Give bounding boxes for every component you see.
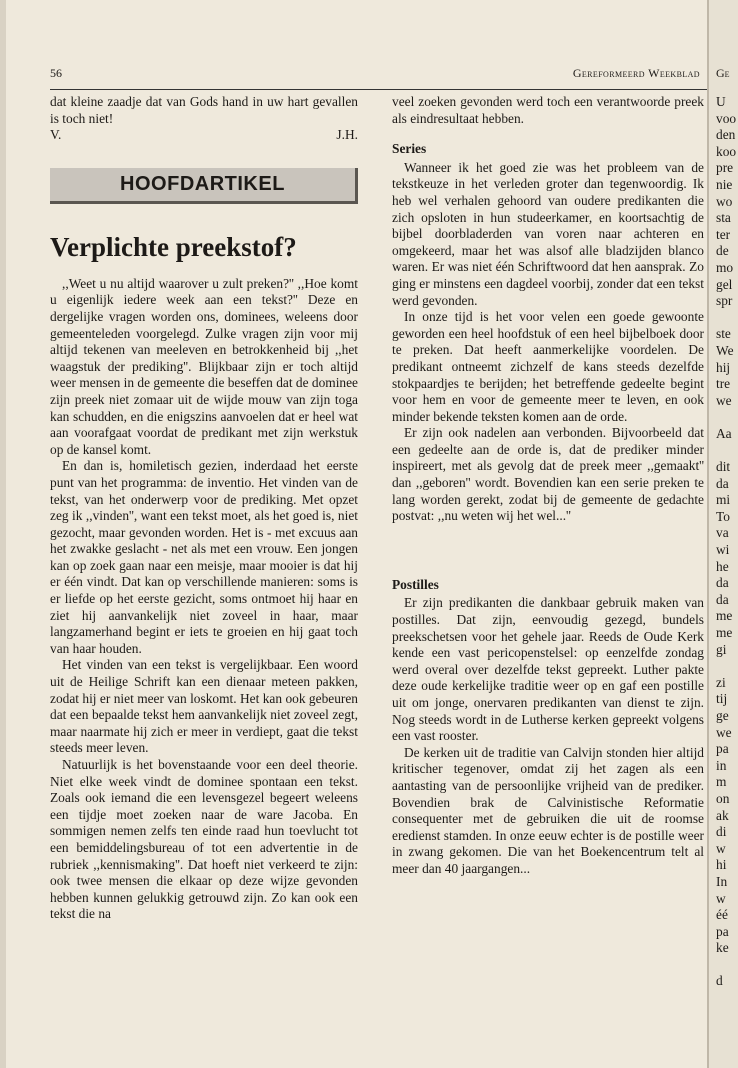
next-page-header: Ge (716, 66, 730, 80)
subheading-postilles: Postilles (392, 576, 439, 592)
cut-line: Aa (716, 425, 732, 441)
cut-line: pa (716, 923, 729, 939)
paper-edge (0, 0, 6, 1068)
cut-line: va (716, 525, 729, 541)
paragraph: Er zijn predikanten die dankbaar gebruik maken van postilles. Dat zijn, eenvoudig gezegd, bundels preekschetsen voor het gehele jaar. Reeds de Oude Kerk kende een vast pericopenstelsel: op eenzelfde zondag werd overal over dezelfde tekst gepreekt. Luther pakte deze oude kerkelijke traditie weer op en gaf een postille uit om jonge, onervaren predikanten van dienst te zijn. Nog steeds wordt in de Lutherse kerken gepreekt volgens een vast rooster. (392, 595, 704, 744)
running-header: Gereformeerd Weekblad (572, 66, 700, 80)
cut-line: ter (716, 226, 731, 242)
cut-line: zi (716, 674, 726, 690)
cut-line: we (716, 392, 732, 408)
signature-right: J.H. (336, 127, 358, 143)
cut-line: m (716, 774, 727, 790)
column-next-page-cut (716, 94, 738, 990)
cut-line: To (716, 508, 730, 524)
cut-line: d (716, 973, 723, 989)
cut-line: tij (716, 691, 728, 707)
paragraph: ,,Weet u nu altijd waarover u zult preken?'' ,,Hoe komt u eigenlijk iedere week aan een tekst?'' Deze en dergelijke vragen worden ons, dominees, weleens door gemeenteleden voorgelegd. Zulke vragen zijn voor mij altijd tekenen van meeleven en betrokkenheid bij ,,het waagstuk der prediking''. Blijkbaar zijn er toch altijd weer mensen in de gemeente die beseffen dat de dominee zijn preek niet zomaar uit de wijde mouw van zijn toga kan schudden, en die enigszins aanvoelen dat er heel wat aan voorafgaat voordat de predikant met zijn werkstuk op de kansel komt. (50, 275, 358, 457)
cut-line: nie (716, 176, 733, 192)
cut-line: sta (716, 210, 731, 226)
cut-line: gi (716, 641, 727, 657)
cut-line: he (716, 558, 729, 574)
cut-line: we (716, 724, 732, 740)
header-rule (50, 89, 707, 90)
paragraph: Het vinden van een tekst is vergelijkbaar. Een woord uit de Heilige Schrift kan een dienaar meteen pakken, zodat hij er niet meer van loskomt. Het kan ook gebeuren dat een bepaalde tekst hem aanvankelijk niet zoveel zegt, maar naarmate hij zich er meer in verdiept, gaat die tekst steeds meer leven. (50, 657, 358, 756)
cut-line: spr (716, 293, 733, 309)
cut-line: wi (716, 542, 730, 558)
cut-line: de (716, 243, 729, 259)
cut-line: voo (716, 110, 737, 126)
cut-line: ge (716, 707, 729, 723)
article-title: Verplichte preekstof? (50, 231, 297, 262)
cut-line (716, 957, 738, 974)
cut-line: me (716, 625, 733, 640)
paragraph: Natuurlijk is het bovenstaande voor een deel theorie. Niet elke week vindt de dominee spontaan een tekst. Zoals ook iemand die een levensgezel begeert weleens een tijdje moet zoeken naar de ware Jacoba. En sommigen nemen zelfs ten einde raad hun toevlucht tot een bemiddelingsbureau of tot een advertentie in de rubriek ,,kennismaking''. Dat hoeft niet verkeerd te zijn: ook twee mensen die elkaar op deze wijze gevonden hebben kunnen gelukkig getrouwd zijn. Zo kan ook een tekst die na (50, 757, 358, 922)
cut-line: dit (716, 459, 731, 475)
column-left (50, 94, 358, 923)
cut-line: pre (716, 160, 734, 176)
cut-line: pa (716, 741, 729, 757)
signature-left: V. (50, 127, 62, 143)
paragraph: In onze tijd is het voor velen een goede gewoonte geworden een heel hoofdstuk of een heel bijbelboek door te preken. Dat heeft aanmerkelijke voordelen. De predikant ontneemt zichzelf de kans steeds dezelfde stokpaardjes te berijden; het betreffende gedeelte begint voor hem en voor de gemeente meer te leven, en ook minder bekende teksten komen aan de orde. (392, 309, 704, 424)
signature-line (50, 127, 358, 144)
paragraph: Wanneer ik het goed zie was het probleem van de tekstkeuze in het verleden groter dan tegenwoordig. Ik heb wel verhalen gehoord van oudere predikanten die zich opsloten in hun studeerkamer, en koortsachtig de bijbel doorbladerden van voren naar achteren en omgekeerd, maar het was alsof alle bladzijden blanco waren. Er was niet één Schriftwoord dat hen aansprak. Zo ging er minstens een dagdeel voorbij, zonder dat een tekst werd gevonden. (392, 159, 704, 308)
paragraph: Er zijn ook nadelen aan verbonden. Bijvoorbeeld dat een gedeelte aan de orde is, dat de prediker minder inspireert, met als gevolg dat de preek meer ,,gemaakt'' dan ,,geboren'' wordt. Bovendien kan een serie preken te lang worden gerekt, zodat bij de gemeente de gedachte postvat: ,,nu weten wij het wel...'' (392, 425, 704, 524)
cut-line: In (716, 873, 728, 889)
cut-line: me (716, 608, 733, 624)
cut-line (716, 442, 738, 459)
cut-line: ak (716, 807, 729, 823)
cut-line: hij (716, 359, 731, 375)
subheading-series: Series (392, 141, 427, 157)
cut-line: mi (716, 492, 731, 508)
cut-line: U (716, 94, 726, 109)
cut-line: ke (716, 940, 729, 956)
paragraph: En dan is, homiletisch gezien, inderdaad het eerste punt van het programma: de inventio. Het vinden van de tekst, van het onderwerp voor de prediking. Met opzet zeg ik ,,vinden'', want een tekst moet, als het goed is, niet gezocht, maar gevonden worden. Het is - met excuus aan het zwakke geslacht - net als met een vrouw. Een jongen kan op zoek gaan naar een meisje, maar mooier is dat hij er één vindt. Dat kan op verschillende manieren: soms is er liefde op het eerste gezicht, soms ontmoet hij haar en ziet hij aanvankelijk niet zoveel in haar, maar langzamerhand begint er iets te groeien en hij gaat toch van haar houden. (50, 458, 358, 656)
previous-article-end: dat kleine zaadje dat van Gods hand in uw hart gevallen is toch niet! (50, 94, 358, 126)
cut-line: den (716, 127, 736, 143)
column-middle (392, 94, 704, 878)
cut-line: gel (716, 276, 733, 292)
cut-line: wo (716, 193, 733, 209)
page-number: 56 (50, 66, 62, 80)
cut-line: éé (716, 907, 728, 923)
cut-line: tre (716, 376, 731, 392)
cut-line: ste (716, 326, 731, 342)
cut-line: koo (716, 143, 737, 159)
cut-line (716, 658, 738, 675)
cut-line: w (716, 890, 726, 906)
cut-line: da (716, 575, 729, 591)
cut-line: We (716, 342, 734, 358)
section-banner: HOOFDARTIKEL (50, 168, 358, 204)
paragraph: De kerken uit de traditie van Calvijn stonden hier altijd kritischer tegenover, omdat zij het zagen als een aantasting van de persoonlijke vrijheid van de prediker. Bovendien brak de Calvinistische Reformatie consequenter met de gebruiken die uit de roomse eredienst stamden. In onze eeuw echter is de postille weer in zwang gekomen. Die van het Boekencentrum telt al meer dan 40 jaargangen... (392, 744, 704, 876)
spacer (392, 525, 704, 563)
cut-line: in (716, 757, 727, 773)
cut-line: da (716, 591, 729, 607)
cut-line: da (716, 475, 729, 491)
cut-line (716, 409, 738, 426)
paragraph: veel zoeken gevonden werd toch een verantwoorde preek als eindresultaat hebben. (392, 94, 704, 126)
cut-line: on (716, 790, 730, 806)
cut-line: mo (716, 259, 734, 275)
cut-line: w (716, 840, 726, 856)
cut-line: hi (716, 857, 727, 873)
cut-line (716, 310, 738, 327)
cut-line: di (716, 824, 727, 840)
